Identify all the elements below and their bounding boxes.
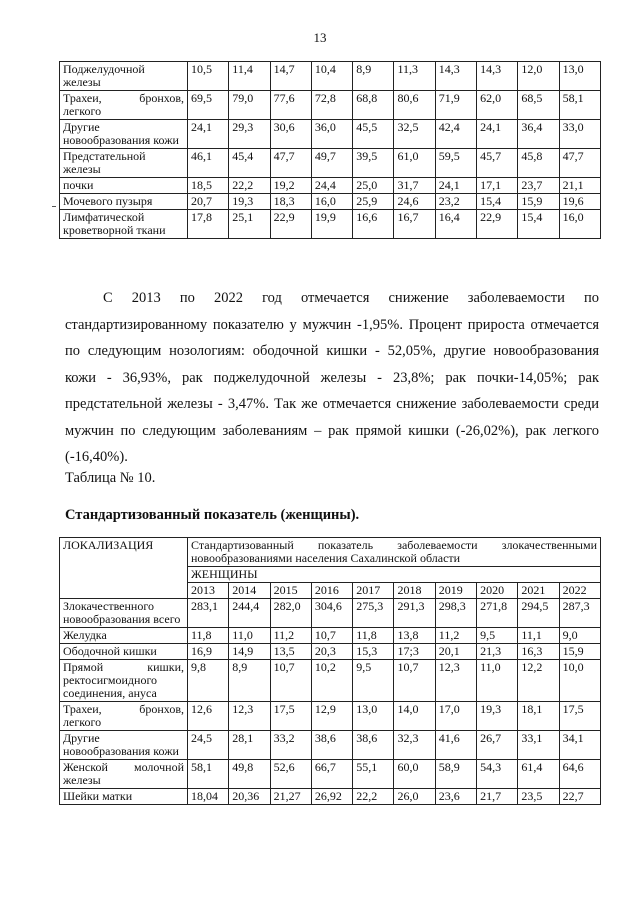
table-cell: 10,2 xyxy=(311,660,352,702)
table-cell: 54,3 xyxy=(477,760,518,789)
table-cell: 12,6 xyxy=(188,702,229,731)
table-cell: 71,9 xyxy=(435,91,476,120)
year-header: 2018 xyxy=(394,583,435,599)
table-cell: 14,0 xyxy=(394,702,435,731)
table-cell: 17,5 xyxy=(559,702,600,731)
table-cell: 14,7 xyxy=(270,62,311,91)
table-row xyxy=(60,660,601,702)
margin-mark xyxy=(52,206,56,207)
table-cell: 58,1 xyxy=(559,91,600,120)
table-cell: 11,0 xyxy=(477,660,518,702)
table-cell: 21,1 xyxy=(559,178,600,194)
row-label: Другие новообразования кожи xyxy=(60,731,188,760)
row-label: Шейки матки xyxy=(60,789,188,805)
table-title: Стандартизованный показатель (женщины). xyxy=(65,507,360,523)
table-cell: 304,6 xyxy=(311,599,352,628)
table-cell: 244,4 xyxy=(229,599,270,628)
table-row xyxy=(60,91,601,120)
table-cell: 15,9 xyxy=(518,194,559,210)
table-caption: Таблица № 10. xyxy=(65,470,156,486)
table-cell: 79,0 xyxy=(229,91,270,120)
table-cell: 15,3 xyxy=(353,644,394,660)
table-cell: 24,1 xyxy=(477,120,518,149)
table2-header-row xyxy=(60,538,601,567)
table-cell: 22,2 xyxy=(229,178,270,194)
table-cell: 45,7 xyxy=(477,149,518,178)
table-cell: 26,0 xyxy=(394,789,435,805)
table-cell: 58,1 xyxy=(188,760,229,789)
header-description: Стандартизованный показатель заболеваемости злокачественными новообразованиями населения Сахалинской области xyxy=(188,538,601,567)
table-cell: 9,0 xyxy=(559,628,600,644)
table-cell: 12,2 xyxy=(518,660,559,702)
table-cell: 17,1 xyxy=(477,178,518,194)
men-rates-table-continued xyxy=(59,61,601,239)
table2-body xyxy=(60,538,601,805)
row-label: Трахеи, бронхов, легкого xyxy=(60,702,188,731)
table-cell: 64,6 xyxy=(559,760,600,789)
table-cell: 32,3 xyxy=(394,731,435,760)
table-cell: 12,3 xyxy=(229,702,270,731)
table-cell: 271,8 xyxy=(477,599,518,628)
table-cell: 77,6 xyxy=(270,91,311,120)
row-label: Женской молочной железы xyxy=(60,760,188,789)
table-cell: 14,9 xyxy=(229,644,270,660)
table-cell: 19,2 xyxy=(270,178,311,194)
year-header: 2021 xyxy=(518,583,559,599)
table-cell: 22,9 xyxy=(270,210,311,239)
table-cell: 36,4 xyxy=(518,120,559,149)
table-cell: 33,0 xyxy=(559,120,600,149)
table-cell: 45,4 xyxy=(229,149,270,178)
table-cell: 8,9 xyxy=(229,660,270,702)
table-cell: 12,9 xyxy=(311,702,352,731)
year-header: 2017 xyxy=(353,583,394,599)
row-label: почки xyxy=(60,178,188,194)
table-cell: 18,5 xyxy=(188,178,229,194)
table-cell: 59,5 xyxy=(435,149,476,178)
year-header: 2016 xyxy=(311,583,352,599)
table-cell: 24,1 xyxy=(435,178,476,194)
table-cell: 15,4 xyxy=(518,210,559,239)
table-cell: 13,5 xyxy=(270,644,311,660)
table-cell: 16,9 xyxy=(188,644,229,660)
table-cell: 19,9 xyxy=(311,210,352,239)
row-label: Желудка xyxy=(60,628,188,644)
table-cell: 17,0 xyxy=(435,702,476,731)
table-cell: 17,8 xyxy=(188,210,229,239)
table-cell: 9,5 xyxy=(477,628,518,644)
table-cell: 23,7 xyxy=(518,178,559,194)
table-cell: 24,6 xyxy=(394,194,435,210)
table-cell: 287,3 xyxy=(559,599,600,628)
page-number: 13 xyxy=(313,30,327,45)
row-label: Прямой кишки, ректосигмоидного соединения, ануса xyxy=(60,660,188,702)
table-cell: 10,7 xyxy=(394,660,435,702)
table-cell: 62,0 xyxy=(477,91,518,120)
table-cell: 28,1 xyxy=(229,731,270,760)
table-cell: 17;3 xyxy=(394,644,435,660)
table-row xyxy=(60,789,601,805)
row-label: Поджелудочной железы xyxy=(60,62,188,91)
table-cell: 10,4 xyxy=(311,62,352,91)
table-cell: 72,8 xyxy=(311,91,352,120)
header-sex: ЖЕНЩИНЫ xyxy=(188,567,601,583)
table-cell: 11,2 xyxy=(435,628,476,644)
table-cell: 66,7 xyxy=(311,760,352,789)
table-cell: 275,3 xyxy=(353,599,394,628)
table-cell: 61,0 xyxy=(394,149,435,178)
table-cell: 291,3 xyxy=(394,599,435,628)
table-cell: 29,3 xyxy=(229,120,270,149)
header-localization: ЛОКАЛИЗАЦИЯ xyxy=(60,538,188,599)
table-cell: 16,7 xyxy=(394,210,435,239)
table-cell: 58,9 xyxy=(435,760,476,789)
table-cell: 14,3 xyxy=(435,62,476,91)
table-cell: 12,0 xyxy=(518,62,559,91)
table-cell: 34,1 xyxy=(559,731,600,760)
year-header: 2020 xyxy=(477,583,518,599)
table-cell: 42,4 xyxy=(435,120,476,149)
table-cell: 10,7 xyxy=(311,628,352,644)
table-cell: 18,04 xyxy=(188,789,229,805)
table-cell: 47,7 xyxy=(559,149,600,178)
table-cell: 32,5 xyxy=(394,120,435,149)
table-cell: 17,5 xyxy=(270,702,311,731)
row-label: Другие новообразования кожи xyxy=(60,120,188,149)
table-cell: 30,6 xyxy=(270,120,311,149)
table-row xyxy=(60,628,601,644)
table-cell: 33,1 xyxy=(518,731,559,760)
table-cell: 60,0 xyxy=(394,760,435,789)
table-cell: 15,9 xyxy=(559,644,600,660)
table-cell: 20,1 xyxy=(435,644,476,660)
table-cell: 10,7 xyxy=(270,660,311,702)
table-cell: 21,7 xyxy=(477,789,518,805)
table-cell: 13,0 xyxy=(559,62,600,91)
table-cell: 19,3 xyxy=(477,702,518,731)
table-cell: 22,9 xyxy=(477,210,518,239)
table-row xyxy=(60,149,601,178)
table-cell: 23,5 xyxy=(518,789,559,805)
table-cell: 294,5 xyxy=(518,599,559,628)
table-cell: 10,5 xyxy=(188,62,229,91)
table-cell: 14,3 xyxy=(477,62,518,91)
table-cell: 282,0 xyxy=(270,599,311,628)
table-cell: 10,0 xyxy=(559,660,600,702)
table-cell: 16,3 xyxy=(518,644,559,660)
table-cell: 16,4 xyxy=(435,210,476,239)
table-cell: 11,8 xyxy=(353,628,394,644)
table-cell: 26,7 xyxy=(477,731,518,760)
summary-paragraph: С 2013 по 2022 год отмечается снижение заболеваемости по стандартизированному показателю у мужчин -1,95%. Процент прироста отмечается по следующим нозологиям: ободочной кишки - 52,05%, другие новообразования кожи - 36,93%, рак поджелудочной железы - 23,8%; рак почки-14,05%; рак предстательной железы - 3,47%. Так же отмечается снижение заболеваемости среди мужчин по следующим заболеваниям – рак прямой кишки (-26,02%), рак легкого (-16,40%). xyxy=(65,290,599,465)
year-header: 2015 xyxy=(270,583,311,599)
table-cell: 52,6 xyxy=(270,760,311,789)
table-cell: 80,6 xyxy=(394,91,435,120)
table-cell: 11,2 xyxy=(270,628,311,644)
row-label: Мочевого пузыря xyxy=(60,194,188,210)
table-cell: 47,7 xyxy=(270,149,311,178)
table-cell: 15,4 xyxy=(477,194,518,210)
year-header: 2019 xyxy=(435,583,476,599)
row-label: Лимфатической кроветворной ткани xyxy=(60,210,188,239)
year-header: 2022 xyxy=(559,583,600,599)
year-header: 2013 xyxy=(188,583,229,599)
table-cell: 16,0 xyxy=(559,210,600,239)
table-row xyxy=(60,210,601,239)
table-cell: 49,7 xyxy=(311,149,352,178)
table-cell: 23,2 xyxy=(435,194,476,210)
table-cell: 46,1 xyxy=(188,149,229,178)
row-label: Предстательной железы xyxy=(60,149,188,178)
table-cell: 16,6 xyxy=(353,210,394,239)
table-cell: 49,8 xyxy=(229,760,270,789)
table-cell: 24,4 xyxy=(311,178,352,194)
table-cell: 68,8 xyxy=(353,91,394,120)
table-row xyxy=(60,760,601,789)
table-cell: 11,4 xyxy=(229,62,270,91)
table-cell: 11,8 xyxy=(188,628,229,644)
women-rates-table xyxy=(59,537,601,805)
table-cell: 9,5 xyxy=(353,660,394,702)
table-cell: 22,7 xyxy=(559,789,600,805)
table-row xyxy=(60,120,601,149)
table-cell: 19,3 xyxy=(229,194,270,210)
table-cell: 41,6 xyxy=(435,731,476,760)
table-cell: 11,3 xyxy=(394,62,435,91)
table-cell: 33,2 xyxy=(270,731,311,760)
table-row xyxy=(60,644,601,660)
table-cell: 25,9 xyxy=(353,194,394,210)
table-cell: 61,4 xyxy=(518,760,559,789)
table-row xyxy=(60,599,601,628)
year-header: 2014 xyxy=(229,583,270,599)
table-cell: 20,3 xyxy=(311,644,352,660)
table-cell: 13,8 xyxy=(394,628,435,644)
table-cell: 22,2 xyxy=(353,789,394,805)
table-cell: 283,1 xyxy=(188,599,229,628)
table-cell: 19,6 xyxy=(559,194,600,210)
table-cell: 21,3 xyxy=(477,644,518,660)
table-cell: 36,0 xyxy=(311,120,352,149)
table-cell: 23,6 xyxy=(435,789,476,805)
table-row xyxy=(60,62,601,91)
table-cell: 11,1 xyxy=(518,628,559,644)
table-cell: 20,7 xyxy=(188,194,229,210)
table-cell: 69,5 xyxy=(188,91,229,120)
table-cell: 45,8 xyxy=(518,149,559,178)
table-cell: 25,1 xyxy=(229,210,270,239)
table-cell: 25,0 xyxy=(353,178,394,194)
table-cell: 9,8 xyxy=(188,660,229,702)
table-cell: 24,1 xyxy=(188,120,229,149)
table-cell: 21,27 xyxy=(270,789,311,805)
row-label: Трахеи, бронхов, легкого xyxy=(60,91,188,120)
table-cell: 18,1 xyxy=(518,702,559,731)
table-row xyxy=(60,178,601,194)
table-row xyxy=(60,194,601,210)
table-cell: 11,0 xyxy=(229,628,270,644)
table-cell: 24,5 xyxy=(188,731,229,760)
table-cell: 298,3 xyxy=(435,599,476,628)
table-cell: 26,92 xyxy=(311,789,352,805)
table-cell: 8,9 xyxy=(353,62,394,91)
table-cell: 13,0 xyxy=(353,702,394,731)
table-row xyxy=(60,731,601,760)
table-cell: 20,36 xyxy=(229,789,270,805)
table-cell: 38,6 xyxy=(353,731,394,760)
row-label: Ободочной кишки xyxy=(60,644,188,660)
table-cell: 16,0 xyxy=(311,194,352,210)
table-cell: 38,6 xyxy=(311,731,352,760)
table-cell: 12,3 xyxy=(435,660,476,702)
table-cell: 39,5 xyxy=(353,149,394,178)
table1-body xyxy=(60,62,601,239)
table-cell: 68,5 xyxy=(518,91,559,120)
row-label: Злокачественного новообразования всего xyxy=(60,599,188,628)
table-cell: 31,7 xyxy=(394,178,435,194)
table-cell: 55,1 xyxy=(353,760,394,789)
table-cell: 45,5 xyxy=(353,120,394,149)
table-cell: 18,3 xyxy=(270,194,311,210)
table-row xyxy=(60,702,601,731)
